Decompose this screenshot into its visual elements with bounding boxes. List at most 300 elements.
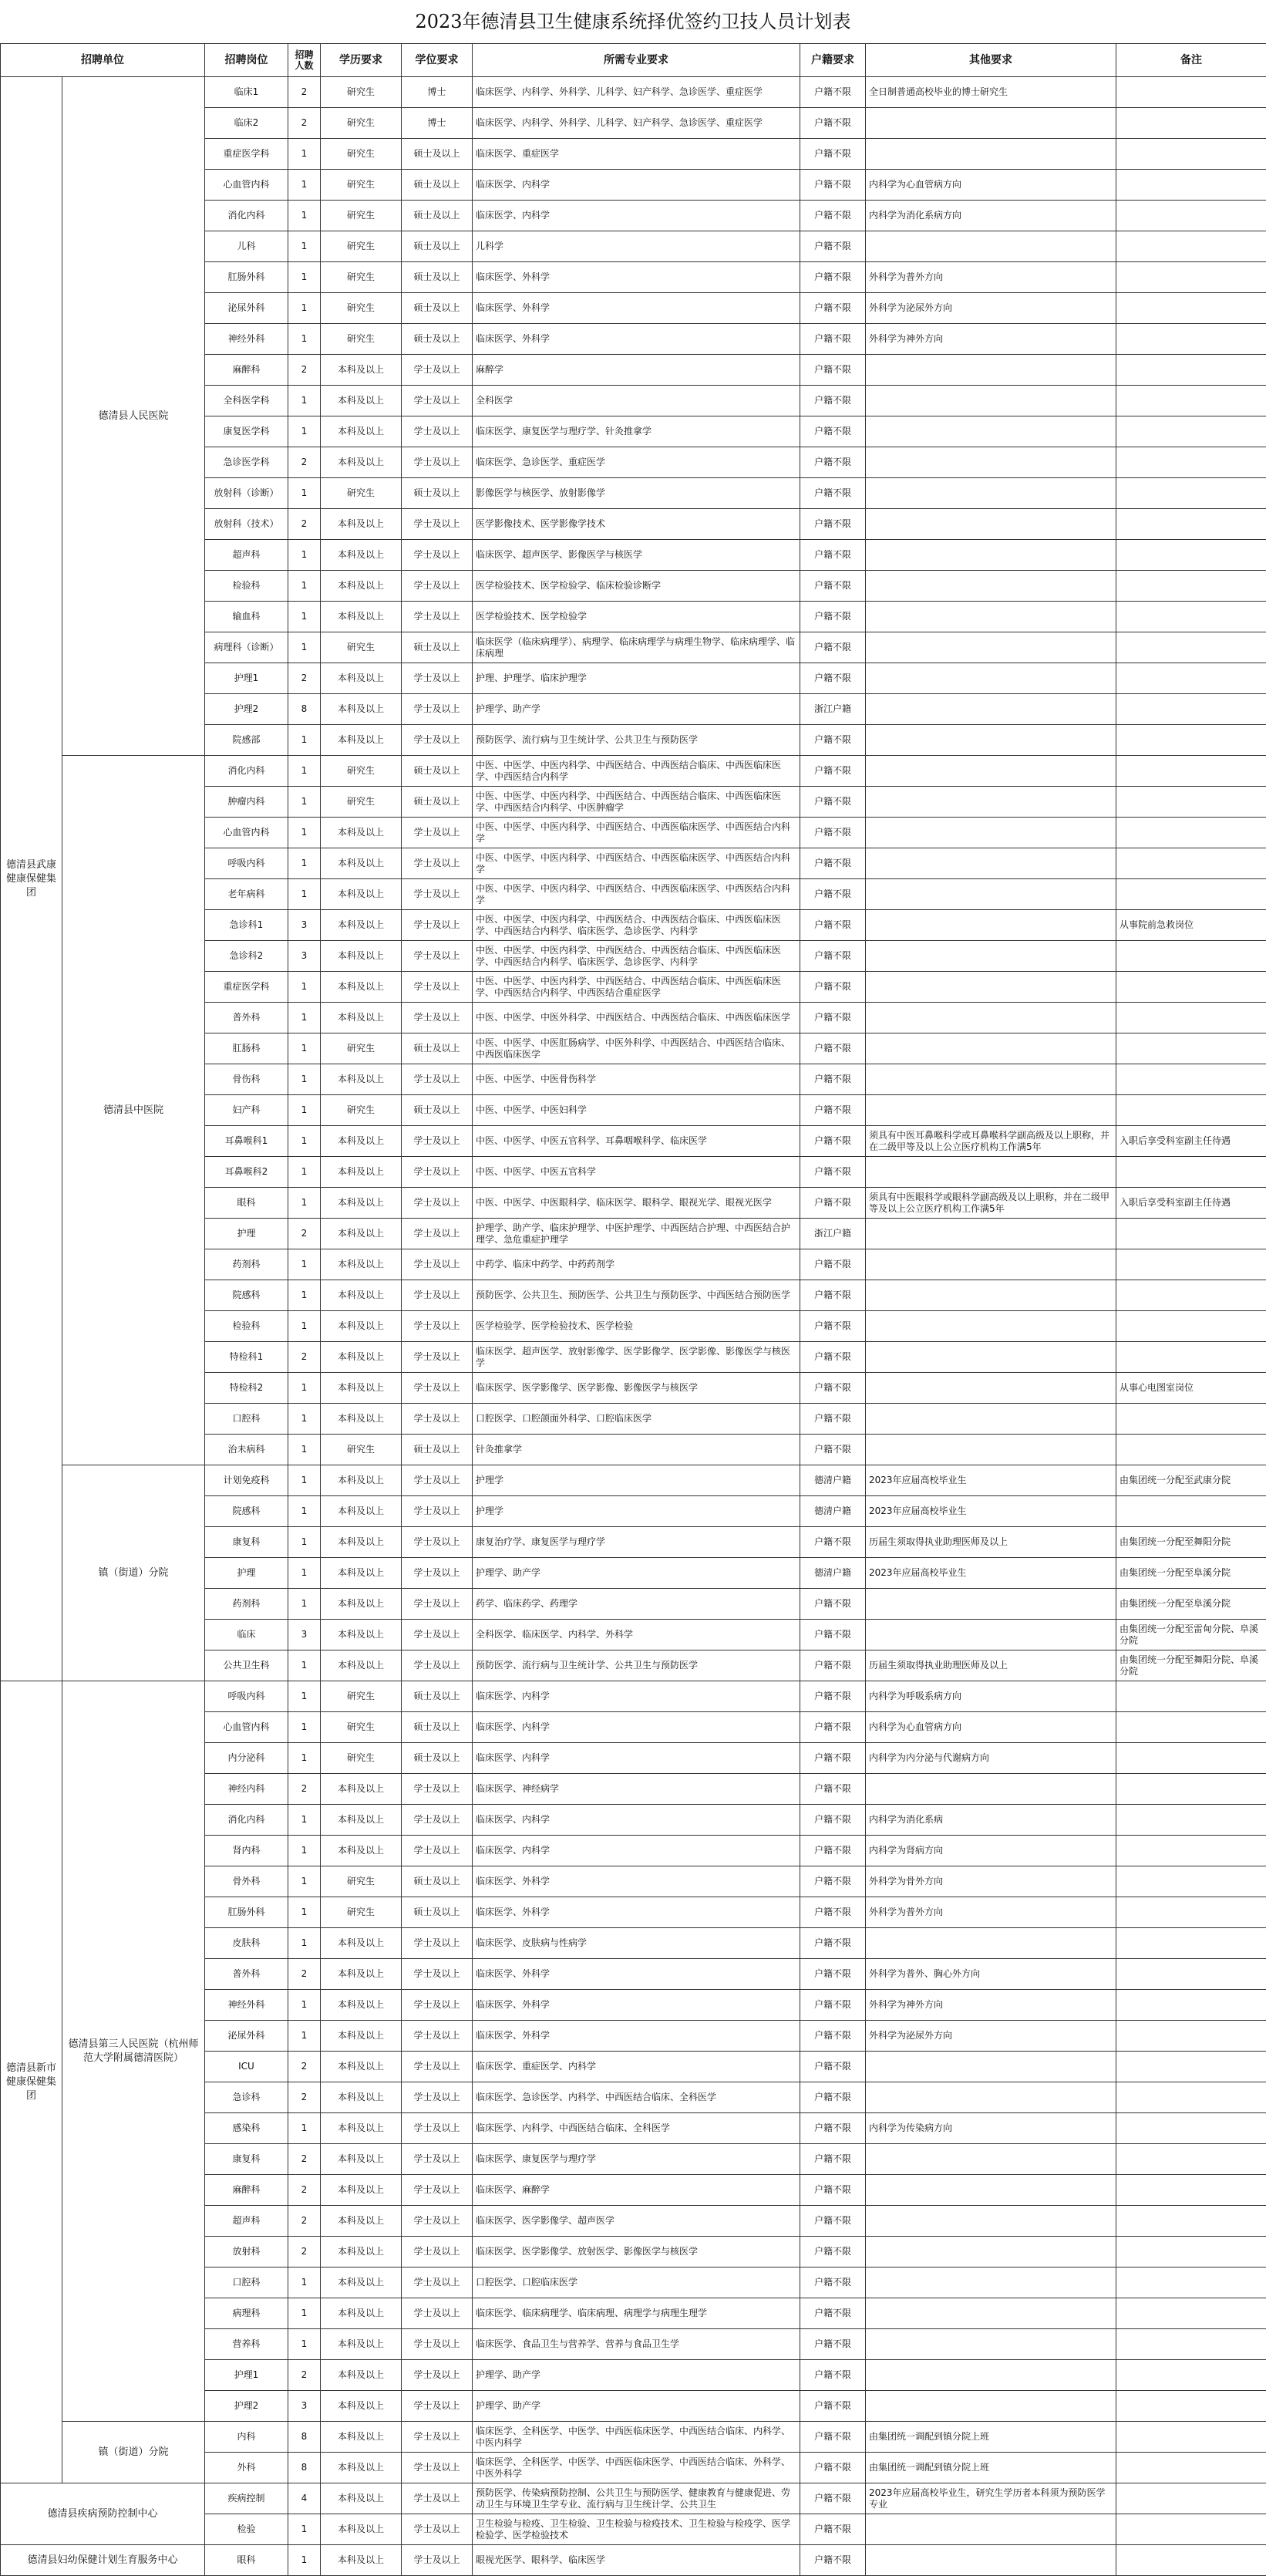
cell-major: 护理学、助产学、临床护理学、中医护理学、中西医结合护理、中西医结合护理学、急危重症护理学 [473,1219,800,1249]
cell-position: 临床1 [205,77,288,108]
cell-count: 3 [288,910,321,941]
cell-other [866,694,1116,725]
cell-hukou: 户籍不限 [800,108,866,139]
cell-major: 护理学、助产学 [473,2391,800,2422]
cell-other: 内科学为内分泌与代谢病方向 [866,1743,1116,1774]
cell-remark [1116,2206,1266,2237]
cell-other [866,1249,1116,1280]
cell-degree: 学士及以上 [402,2113,473,2144]
cell-other [866,910,1116,941]
cell-major: 中医、中医学、中医内科学、中西医结合、中西医结合临床、中西医临床医学、中西医结合内科学、临床医学、急诊医学、内科学 [473,941,800,972]
cell-count: 1 [288,1311,321,1342]
cell-count: 3 [288,1620,321,1650]
cell-degree: 学士及以上 [402,2052,473,2082]
cell-remark: 由集团统一分配至阜溪分院 [1116,1558,1266,1589]
cell-other [866,386,1116,416]
cell-other [866,2360,1116,2391]
cell-education: 本科及以上 [321,2360,402,2391]
cell-education: 本科及以上 [321,2422,402,2453]
cell-degree: 学士及以上 [402,725,473,756]
cell-other [866,509,1116,540]
cell-education: 本科及以上 [321,1527,402,1558]
cell-other: 内科学为心血管病方向 [866,1712,1116,1743]
cell-major: 中医、中医学、中医内科学、中西医结合、中西医临床医学、中西医结合内科学 [473,879,800,910]
cell-position: 耳鼻喉科1 [205,1126,288,1157]
cell-count: 1 [288,2021,321,2052]
cell-degree: 学士及以上 [402,1805,473,1836]
cell-count: 1 [288,1650,321,1681]
cell-position: 急诊科2 [205,941,288,972]
cell-position: 妇产科 [205,1095,288,1126]
cell-other: 外科学为骨外方向 [866,1866,1116,1897]
cell-position: 重症医学科 [205,972,288,1003]
cell-major: 临床医学、医学影像学、医学影像、影像医学与核医学 [473,1373,800,1404]
cell-education: 本科及以上 [321,2514,402,2545]
cell-hukou: 户籍不限 [800,77,866,108]
cell-education: 本科及以上 [321,1157,402,1188]
cell-degree: 学士及以上 [402,2483,473,2514]
cell-other: 须具有中医眼科学或眼科学副高级及以上职称，并在二级甲等及以上公立医疗机构工作满5年 [866,1188,1116,1219]
cell-degree: 学士及以上 [402,386,473,416]
cell-hukou: 户籍不限 [800,756,866,787]
cell-major: 中医、中医学、中医内科学、中西医结合、中西医结合临床、中西医临床医学、中西医结合内科学 [473,756,800,787]
cell-position: 重症医学科 [205,139,288,170]
cell-remark [1116,1435,1266,1465]
cell-remark [1116,818,1266,848]
cell-degree: 硕士及以上 [402,1897,473,1928]
cell-other: 外科学为普外方向 [866,262,1116,293]
header-degree: 学位要求 [402,44,473,77]
cell-count: 1 [288,1712,321,1743]
cell-degree: 硕士及以上 [402,201,473,231]
cell-position: 眼科 [205,2545,288,2576]
cell-count: 2 [288,2360,321,2391]
cell-hukou: 户籍不限 [800,2267,866,2298]
cell-education: 本科及以上 [321,602,402,632]
cell-degree: 学士及以上 [402,2267,473,2298]
cell-count: 1 [288,1897,321,1928]
cell-hukou: 户籍不限 [800,2052,866,2082]
cell-count: 1 [288,478,321,509]
cell-education: 本科及以上 [321,1219,402,1249]
cell-hukou: 户籍不限 [800,1959,866,1990]
cell-other: 全日制普通高校毕业的博士研究生 [866,77,1116,108]
cell-remark [1116,1836,1266,1866]
cell-major: 临床医学、内科学、外科学、儿科学、妇产科学、急诊医学、重症医学 [473,108,800,139]
cell-position: 普外科 [205,1959,288,1990]
cell-position: 感染科 [205,2113,288,2144]
cell-position: 皮肤科 [205,1928,288,1959]
cell-degree: 硕士及以上 [402,324,473,355]
cell-hukou: 户籍不限 [800,1681,866,1712]
cell-education: 本科及以上 [321,725,402,756]
cell-count: 2 [288,1219,321,1249]
cell-major: 中药学、临床中药学、中药药剂学 [473,1249,800,1280]
cell-major: 中医、中医学、中医五官科学、耳鼻咽喉科学、临床医学 [473,1126,800,1157]
cell-major: 临床医学、内科学 [473,201,800,231]
cell-hukou: 户籍不限 [800,262,866,293]
cell-degree: 硕士及以上 [402,478,473,509]
cell-count: 2 [288,2206,321,2237]
cell-hukou: 德清户籍 [800,1496,866,1527]
cell-hukou: 户籍不限 [800,1836,866,1866]
cell-education: 本科及以上 [321,355,402,386]
cell-count: 1 [288,1836,321,1866]
cell-position: 外科 [205,2453,288,2483]
cell-other [866,1095,1116,1126]
cell-degree: 硕士及以上 [402,1681,473,1712]
unit-name: 德清县妇幼保健计划生育服务中心 [1,2545,205,2576]
cell-remark [1116,1866,1266,1897]
cell-hukou: 户籍不限 [800,1589,866,1620]
cell-other [866,1589,1116,1620]
cell-remark [1116,1064,1266,1095]
cell-count: 1 [288,170,321,201]
cell-position: 康复医学科 [205,416,288,447]
cell-major: 医学检验技术、医学检验学 [473,602,800,632]
cell-education: 研究生 [321,1681,402,1712]
cell-position: 护理1 [205,663,288,694]
cell-position: 内科 [205,2422,288,2453]
cell-major: 临床医学（临床病理学）、病理学、临床病理学与病理生物学、临床病理学、临床病理 [473,632,800,663]
table-body [1,77,1266,2576]
cell-education: 本科及以上 [321,1311,402,1342]
cell-remark [1116,416,1266,447]
cell-education: 本科及以上 [321,848,402,879]
cell-hukou: 户籍不限 [800,1774,866,1805]
cell-other [866,632,1116,663]
cell-hukou: 户籍不限 [800,663,866,694]
cell-remark [1116,1743,1266,1774]
cell-major: 预防医学、公共卫生、预防医学、公共卫生与预防医学、中西医结合预防医学 [473,1280,800,1311]
cell-position: 输血科 [205,602,288,632]
cell-education: 研究生 [321,632,402,663]
cell-degree: 学士及以上 [402,972,473,1003]
cell-position: 消化内科 [205,756,288,787]
cell-hukou: 户籍不限 [800,1805,866,1836]
cell-hukou: 户籍不限 [800,2144,866,2175]
cell-degree: 硕士及以上 [402,262,473,293]
cell-hukou: 户籍不限 [800,2483,866,2514]
cell-position: 骨伤科 [205,1064,288,1095]
cell-hukou: 户籍不限 [800,478,866,509]
cell-degree: 学士及以上 [402,2206,473,2237]
cell-position: 内分泌科 [205,1743,288,1774]
cell-remark [1116,77,1266,108]
cell-education: 本科及以上 [321,416,402,447]
cell-hukou: 户籍不限 [800,571,866,602]
cell-education: 研究生 [321,170,402,201]
cell-remark [1116,2483,1266,2514]
cell-other [866,972,1116,1003]
cell-degree: 学士及以上 [402,1836,473,1866]
cell-other [866,1280,1116,1311]
cell-hukou: 户籍不限 [800,1373,866,1404]
cell-remark [1116,571,1266,602]
cell-major: 中医、中医学、中医五官科学 [473,1157,800,1188]
cell-remark [1116,355,1266,386]
cell-degree: 硕士及以上 [402,1095,473,1126]
unit-name: 镇（街道）分院 [62,1465,205,1681]
cell-other: 外科学为神外方向 [866,324,1116,355]
cell-hukou: 户籍不限 [800,1990,866,2021]
cell-position: 放射科 [205,2237,288,2267]
cell-education: 本科及以上 [321,1805,402,1836]
cell-count: 2 [288,1959,321,1990]
cell-major: 护理学 [473,1465,800,1496]
cell-position: 营养科 [205,2329,288,2360]
cell-education: 研究生 [321,478,402,509]
cell-major: 中医、中医学、中医妇科学 [473,1095,800,1126]
cell-major: 临床医学、全科医学、中医学、中西医临床医学、中西医结合临床、外科学、中医外科学 [473,2453,800,2483]
cell-other [866,1435,1116,1465]
cell-other [866,1157,1116,1188]
cell-remark [1116,787,1266,818]
cell-major: 临床医学、康复医学与理疗学、针灸推拿学 [473,416,800,447]
cell-count: 1 [288,1188,321,1219]
cell-degree: 学士及以上 [402,1774,473,1805]
cell-hukou: 户籍不限 [800,1527,866,1558]
cell-count: 1 [288,1095,321,1126]
cell-degree: 学士及以上 [402,1496,473,1527]
cell-other [866,2514,1116,2545]
cell-remark [1116,1219,1266,1249]
cell-major: 临床医学、内科学、外科学、儿科学、妇产科学、急诊医学、重症医学 [473,77,800,108]
cell-education: 本科及以上 [321,1188,402,1219]
cell-degree: 学士及以上 [402,416,473,447]
cell-remark [1116,2021,1266,2052]
cell-degree: 学士及以上 [402,571,473,602]
cell-other: 内科学为传染病方向 [866,2113,1116,2144]
cell-other: 外科学为泌尿外方向 [866,293,1116,324]
cell-education: 本科及以上 [321,2237,402,2267]
cell-other [866,941,1116,972]
cell-education: 本科及以上 [321,1558,402,1589]
cell-count: 1 [288,201,321,231]
cell-education: 本科及以上 [321,972,402,1003]
cell-position: 护理2 [205,694,288,725]
cell-degree: 学士及以上 [402,2422,473,2453]
cell-position: 护理1 [205,2360,288,2391]
cell-remark: 从事心电图室岗位 [1116,1373,1266,1404]
cell-degree: 学士及以上 [402,2545,473,2576]
cell-degree: 学士及以上 [402,2391,473,2422]
cell-remark: 由集团统一分配至舞阳分院、阜溪分院 [1116,1650,1266,1681]
cell-degree: 学士及以上 [402,1959,473,1990]
cell-count: 2 [288,663,321,694]
cell-other [866,1373,1116,1404]
cell-degree: 硕士及以上 [402,293,473,324]
cell-remark [1116,2298,1266,2329]
cell-education: 本科及以上 [321,1280,402,1311]
cell-other [866,355,1116,386]
cell-degree: 学士及以上 [402,1465,473,1496]
cell-education: 本科及以上 [321,2545,402,2576]
cell-count: 1 [288,139,321,170]
cell-hukou: 户籍不限 [800,879,866,910]
cell-count: 1 [288,1435,321,1465]
cell-hukou: 户籍不限 [800,1003,866,1033]
cell-hukou: 户籍不限 [800,2021,866,2052]
cell-position: 呼吸内科 [205,1681,288,1712]
cell-other [866,1219,1116,1249]
cell-hukou: 户籍不限 [800,1650,866,1681]
table-row [1,1681,1266,1712]
cell-count: 1 [288,879,321,910]
cell-count: 1 [288,756,321,787]
cell-major: 中医、中医学、中医眼科学、临床医学、眼科学、眼视光学、眼视光医学 [473,1188,800,1219]
header-unit: 招聘单位 [1,44,205,77]
cell-degree: 硕士及以上 [402,1712,473,1743]
cell-degree: 学士及以上 [402,1188,473,1219]
cell-count: 1 [288,2545,321,2576]
cell-count: 1 [288,1589,321,1620]
cell-education: 本科及以上 [321,1003,402,1033]
header-count: 招聘人数 [288,44,321,77]
cell-other [866,1620,1116,1650]
cell-remark [1116,2329,1266,2360]
cell-remark [1116,201,1266,231]
cell-hukou: 户籍不限 [800,1064,866,1095]
cell-hukou: 户籍不限 [800,632,866,663]
cell-hukou: 户籍不限 [800,1928,866,1959]
cell-hukou: 浙江户籍 [800,694,866,725]
cell-remark [1116,756,1266,787]
cell-position: 检验科 [205,1311,288,1342]
cell-position: 院感科 [205,1496,288,1527]
cell-degree: 学士及以上 [402,1342,473,1373]
cell-other [866,1033,1116,1064]
cell-position: 康复科 [205,2144,288,2175]
table-row [1,77,1266,108]
cell-count: 2 [288,2144,321,2175]
cell-education: 本科及以上 [321,1650,402,1681]
cell-major: 临床医学、康复医学与理疗学 [473,2144,800,2175]
cell-hukou: 户籍不限 [800,1157,866,1188]
cell-other: 内科学为呼吸系病方向 [866,1681,1116,1712]
cell-other: 外科学为泌尿外方向 [866,2021,1116,2052]
cell-major: 临床医学、急诊医学、重症医学 [473,447,800,478]
cell-degree: 学士及以上 [402,1373,473,1404]
cell-count: 8 [288,694,321,725]
cell-hukou: 户籍不限 [800,1897,866,1928]
cell-count: 1 [288,1866,321,1897]
cell-remark [1116,2453,1266,2483]
cell-position: 口腔科 [205,2267,288,2298]
page-title: 2023年德清县卫生健康系统择优签约卫技人员计划表 [0,0,1266,43]
cell-degree: 学士及以上 [402,1650,473,1681]
cell-remark [1116,262,1266,293]
cell-position: 泌尿外科 [205,293,288,324]
cell-degree: 硕士及以上 [402,632,473,663]
cell-other [866,1064,1116,1095]
cell-education: 本科及以上 [321,1959,402,1990]
cell-position: 药剂科 [205,1249,288,1280]
cell-major: 中医、中医学、中医内科学、中西医结合、中西医结合临床、中西医临床医学、中西医结合内科学、临床医学、急诊医学、内科学 [473,910,800,941]
cell-position: 神经外科 [205,324,288,355]
cell-position: 护理2 [205,2391,288,2422]
cell-degree: 学士及以上 [402,2237,473,2267]
cell-remark: 入职后享受科室副主任待遇 [1116,1126,1266,1157]
cell-major: 口腔医学、口腔颌面外科学、口腔临床医学 [473,1404,800,1435]
cell-count: 1 [288,2113,321,2144]
cell-other [866,2206,1116,2237]
cell-position: 超声科 [205,2206,288,2237]
cell-major: 临床医学、临床病理学、临床病理、病理学与病理生理学 [473,2298,800,2329]
cell-other: 2023年应届高校毕业生 [866,1558,1116,1589]
cell-remark [1116,2360,1266,2391]
cell-count: 8 [288,2453,321,2483]
table-row [1,1465,1266,1496]
cell-major: 临床医学、神经病学 [473,1774,800,1805]
cell-remark [1116,2545,1266,2576]
cell-major: 预防医学、流行病与卫生统计学、公共卫生与预防医学 [473,725,800,756]
cell-hukou: 户籍不限 [800,540,866,571]
cell-remark [1116,602,1266,632]
cell-position: 口腔科 [205,1404,288,1435]
cell-position: 肿瘤内科 [205,787,288,818]
cell-hukou: 户籍不限 [800,1435,866,1465]
cell-degree: 学士及以上 [402,2175,473,2206]
cell-remark [1116,2082,1266,2113]
cell-major: 临床医学、重症医学、内科学 [473,2052,800,2082]
cell-education: 本科及以上 [321,2453,402,2483]
cell-hukou: 户籍不限 [800,2298,866,2329]
cell-degree: 学士及以上 [402,1249,473,1280]
cell-remark [1116,1033,1266,1064]
cell-hukou: 户籍不限 [800,1280,866,1311]
cell-position: 儿科 [205,231,288,262]
cell-other: 历届生须取得执业助理医师及以上 [866,1650,1116,1681]
cell-education: 研究生 [321,262,402,293]
cell-position: 计划免疫科 [205,1465,288,1496]
cell-hukou: 户籍不限 [800,941,866,972]
cell-position: 消化内科 [205,201,288,231]
cell-remark: 由集团统一分配至武康分院 [1116,1465,1266,1496]
cell-education: 本科及以上 [321,2113,402,2144]
cell-other: 由集团统一调配到镇分院上班 [866,2422,1116,2453]
cell-education: 本科及以上 [321,571,402,602]
cell-remark [1116,1249,1266,1280]
cell-hukou: 德清户籍 [800,1558,866,1589]
cell-degree: 学士及以上 [402,602,473,632]
cell-other: 历届生须取得执业助理医师及以上 [866,1527,1116,1558]
cell-position: 疾病控制 [205,2483,288,2514]
cell-major: 中医、中医学、中医内科学、中西医结合、中西医结合临床、中西医临床医学、中西医结合内科学、中西医结合重症医学 [473,972,800,1003]
cell-position: 麻醉科 [205,355,288,386]
cell-remark [1116,632,1266,663]
cell-count: 1 [288,416,321,447]
cell-education: 研究生 [321,1866,402,1897]
cell-count: 1 [288,1126,321,1157]
cell-count: 3 [288,2391,321,2422]
cell-count: 4 [288,2483,321,2514]
cell-remark [1116,1712,1266,1743]
cell-education: 本科及以上 [321,2082,402,2113]
cell-hukou: 户籍不限 [800,2545,866,2576]
cell-position: 肛肠科 [205,1033,288,1064]
cell-degree: 硕士及以上 [402,1743,473,1774]
cell-degree: 学士及以上 [402,1620,473,1650]
cell-position: 肛肠外科 [205,262,288,293]
cell-count: 1 [288,1404,321,1435]
cell-major: 护理学 [473,1496,800,1527]
cell-count: 1 [288,1558,321,1589]
cell-other [866,478,1116,509]
header-hukou: 户籍要求 [800,44,866,77]
cell-major: 临床医学、外科学 [473,1897,800,1928]
cell-hukou: 户籍不限 [800,201,866,231]
